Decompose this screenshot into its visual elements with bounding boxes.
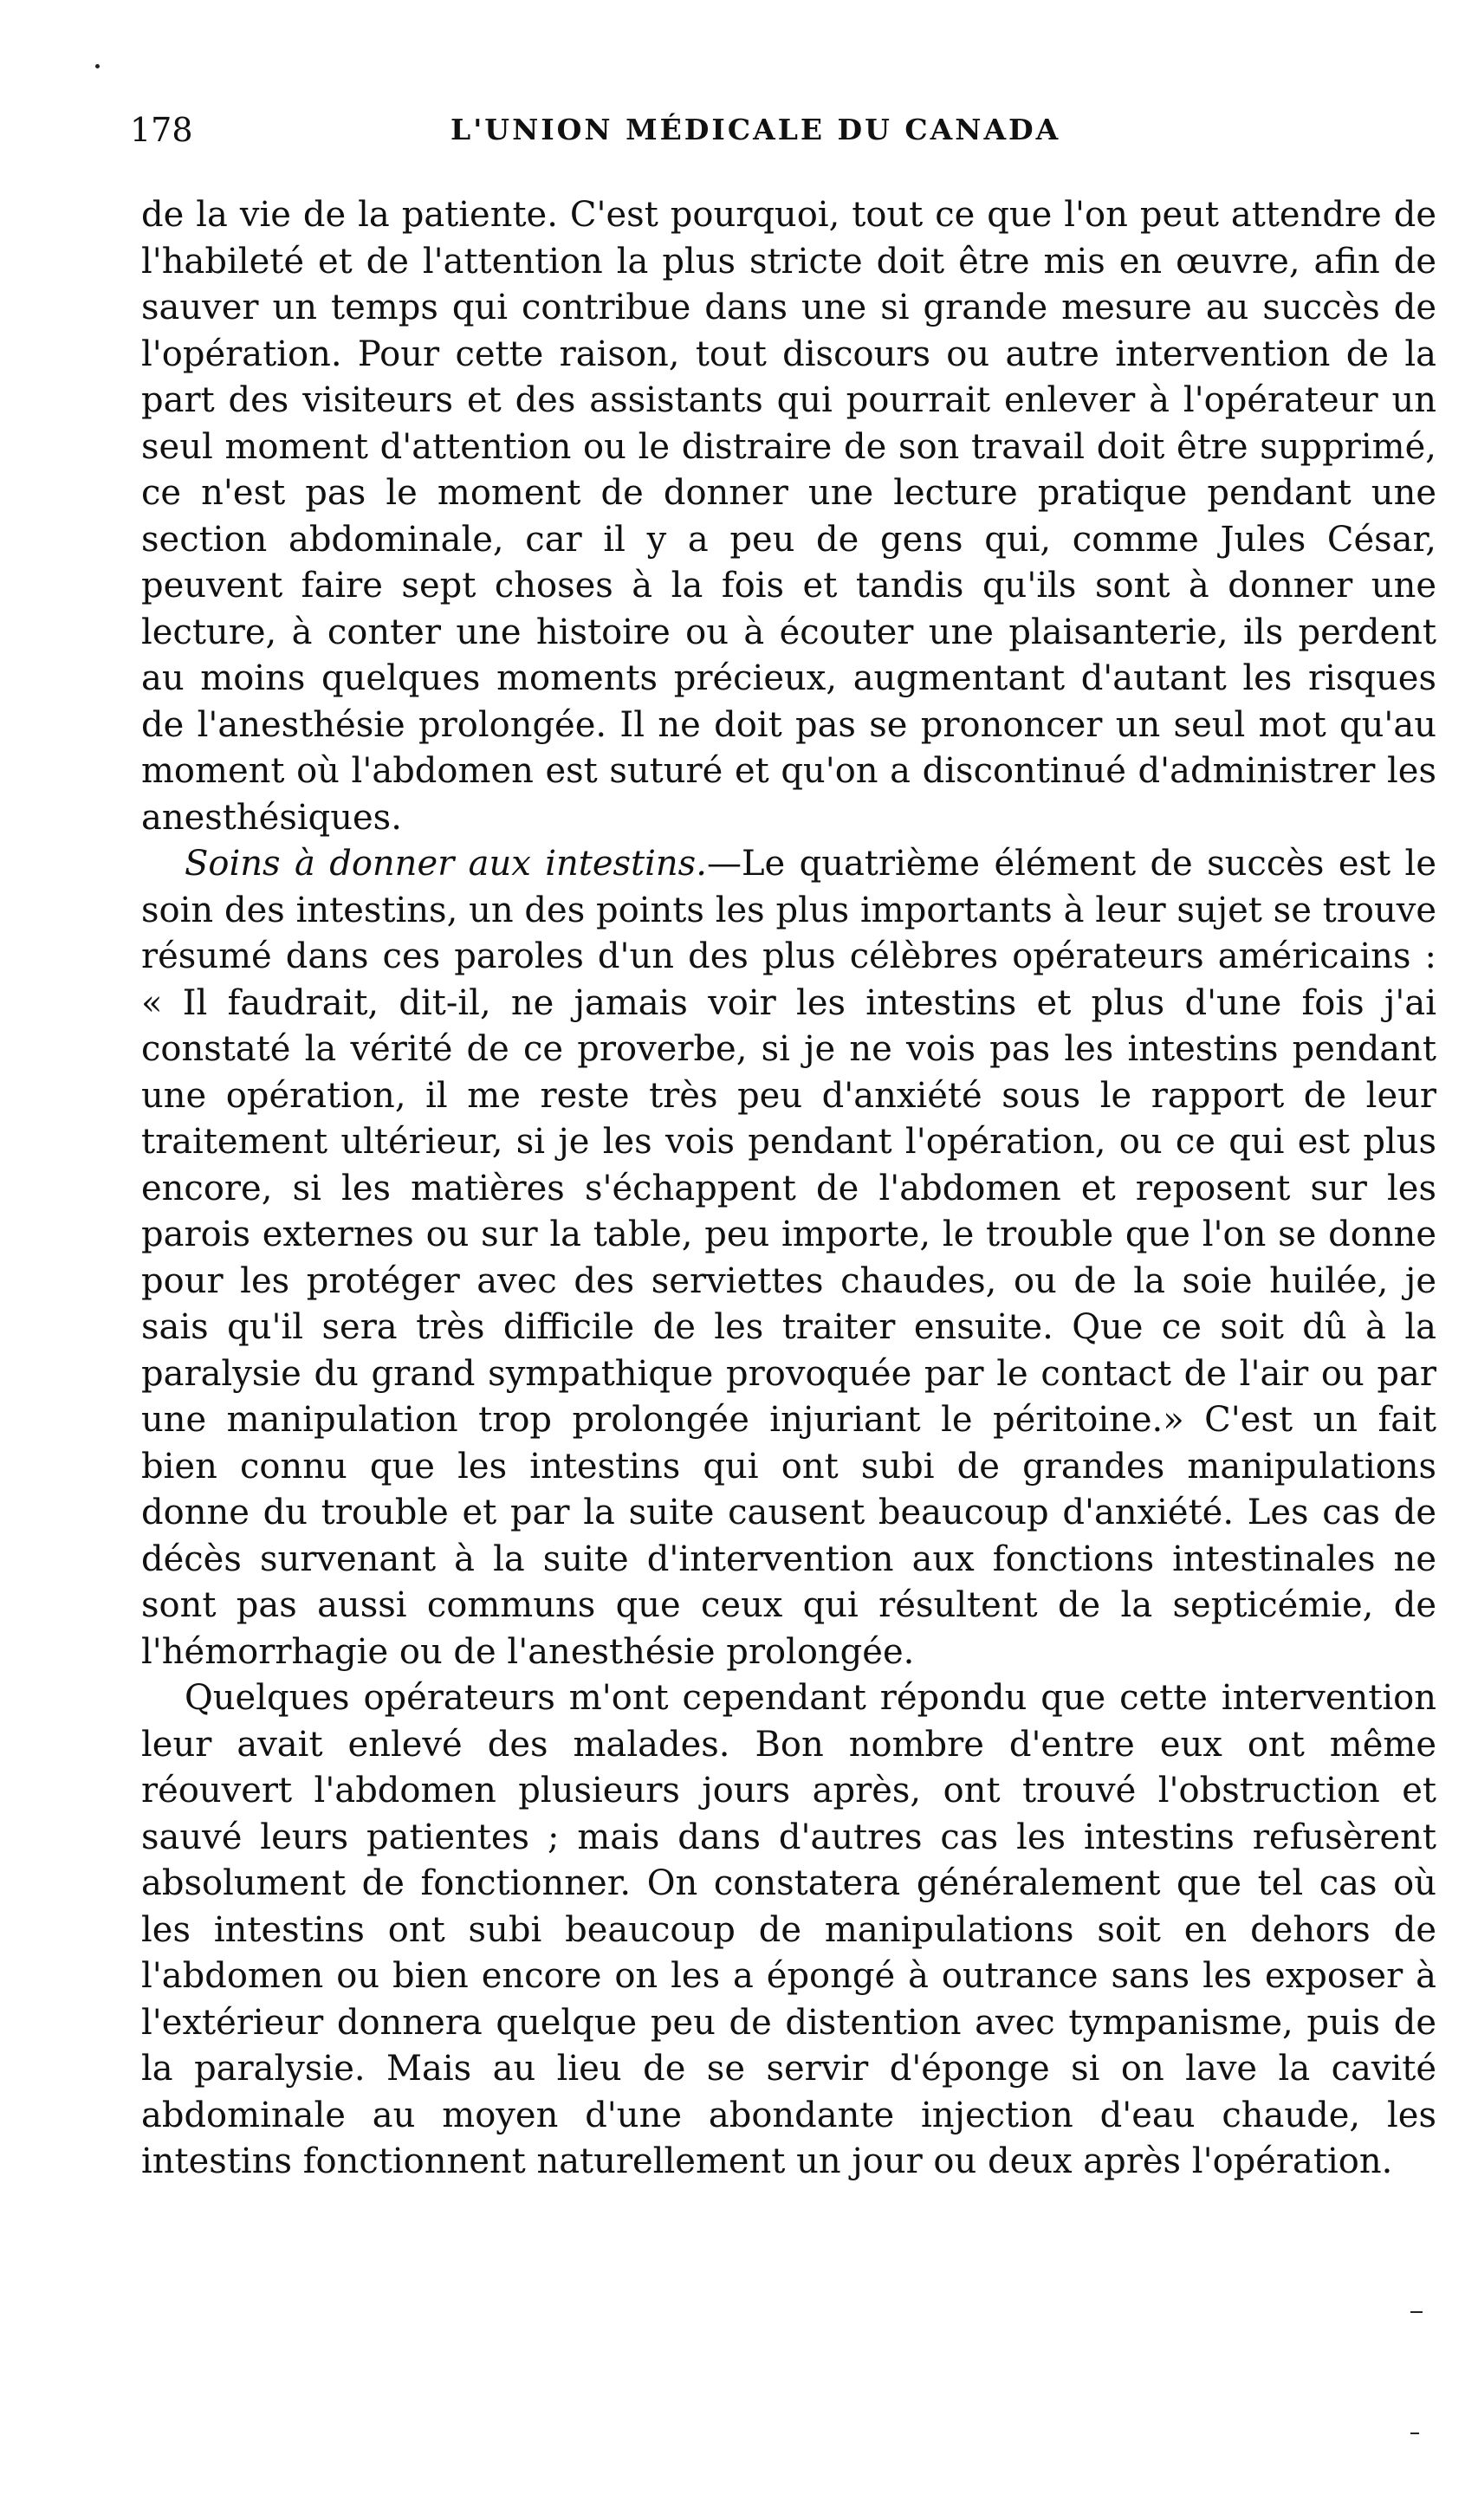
dot-mark xyxy=(95,64,100,68)
body-text xyxy=(141,192,1436,2186)
paragraph-1 xyxy=(141,192,1436,841)
paragraph-3 xyxy=(141,1675,1436,2186)
paragraph-2 xyxy=(141,841,1436,1675)
page-number: 178 xyxy=(130,111,193,149)
section-heading: Soins à donner aux intestins. xyxy=(185,844,707,884)
paragraph-1-text: de la vie de la patiente. C'est pourquoi, tout ce que l'on peut attendre de l'habileté et de l'attention la plus stricte doit être mis en œuvre, afin de sauver un temps qui contribue dans une si grande mesure au succès de l'opération. Pour cette raison, tout discours ou autre intervention de la part des visiteurs et des assistants qui pourrait enlever à l'opérateur un seul moment d'attention ou le distraire de son travail doit être supprimé, ce n'est pas le moment de donner une lecture pratique pendant une section abdominale, car il y a peu de gens qui, comme Jules César, peuvent faire sept choses à la fois et tandis qu'ils sont à donner une lecture, à conter une histoire ou à écouter une plaisanterie, ils perdent au moins quelques moments précieux, augmentant d'autant les risques de l'anesthésie prolongée. Il ne doit pas se prononcer un seul mot qu'au moment où l'abdomen est suturé et qu'on a discontinué d'administrer les anesthésiques. xyxy=(141,195,1436,838)
paragraph-2-text: —Le quatrième élément de succès est le soin des intestins, un des points les plus importants à leur sujet se trouve résumé dans ces paroles d'un des plus célèbres opérateurs américains : « Il faudrait, dit-il, ne jamais voir les intestins et plus d'une fois j'ai constaté la vérité de ce proverbe, si je ne vois pas les intestins pendant une opération, il me reste très peu d'anxiété sous le rapport de leur traitement ultérieur, si je les vois pendant l'opération, ou ce qui est plus encore, si les matières s'échappent de l'abdomen et reposent sur les parois externes ou sur la table, peu importe, le trouble que l'on se donne pour les protéger avec des serviettes chaudes, ou de la soie huilée, je sais qu'il sera très difficile de les traiter ensuite. Que ce soit dû à la paralysie du grand sympathique provoquée par le contact de l'air ou par une manipulation trop prolongée injuriant le péritoine.» C'est un fait bien connu que les intestins qui ont subi de grandes manipulations donne du trouble et par la suite causent beaucoup d'anxiété. Les cas de décès survenant à la suite d'intervention aux fonctions intestinales ne sont pas aussi communs que ceux qui résultent de la septicémie, de l'hémorrhagie ou de l'anesthésie prolongée. xyxy=(141,844,1436,1672)
paragraph-3-text: Quelques opérateurs m'ont cependant répondu que cette intervention leur avait enlevé des malades. Bon nombre d'entre eux ont même réouvert l'abdomen plusieurs jours après, ont trouvé l'obstruction et sauvé leurs patientes ; mais dans d'autres cas les intestins refusèrent absolument de fonctionner. On constatera généralement que tel cas où les intestins ont subi beaucoup de manipulations soit en dehors de l'abdomen ou bien encore on les a épongé à outrance sans les exposer à l'extérieur donnera quelque peu de distention avec tympanisme, puis de la paralysie. Mais au lieu de se servir d'éponge si on lave la cavité abdominale au moyen d'une abondante injection d'eau chaude, les intestins fonctionnent naturellement un jour ou deux après l'opération. xyxy=(141,1678,1436,2181)
running-title: L'UNION MÉDICALE DU CANADA xyxy=(451,113,1061,146)
margin-dash-mark xyxy=(1410,2311,1423,2313)
page-header xyxy=(130,111,1412,163)
margin-dash-mark-2 xyxy=(1410,2433,1419,2434)
